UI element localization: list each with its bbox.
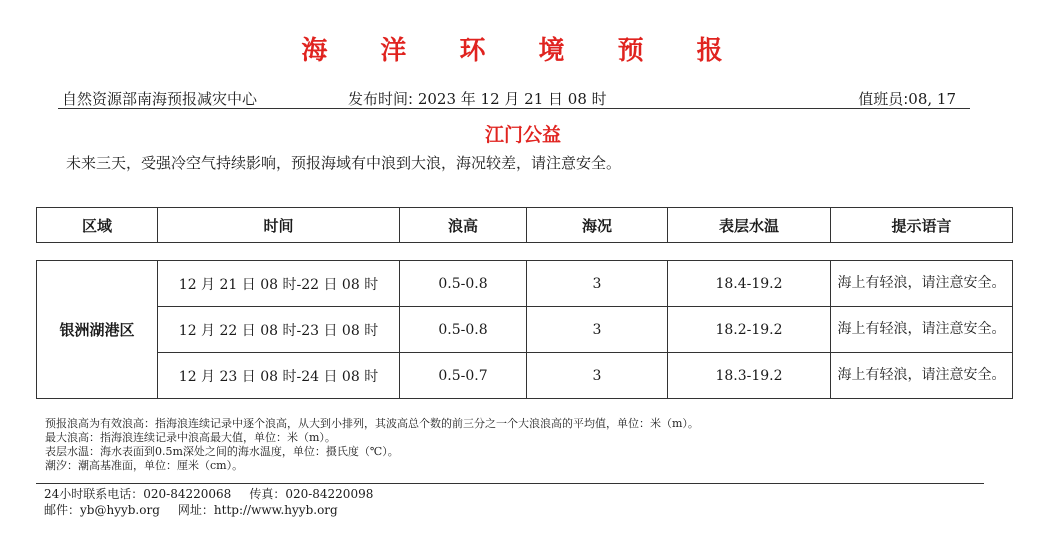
water-temp-cell: 18.3-19.2 xyxy=(668,353,831,399)
header-cell-wave: 浪高 xyxy=(400,208,527,243)
publish-time-value: 2023 年 12 月 21 日 08 时 xyxy=(417,90,607,108)
note-tide: 潮汐：潮高基准面，单位：厘米（cm）。 xyxy=(45,459,244,472)
duty-officer xyxy=(858,88,956,109)
tip-cell: 海上有轻浪，请注意安全。 xyxy=(831,353,1013,399)
table-row xyxy=(37,307,1013,353)
header-cell-time: 时间 xyxy=(158,208,400,243)
sea-state-cell: 3 xyxy=(527,307,668,353)
contact-email[interactable]: 邮件：yb@hyyb.org xyxy=(44,503,160,517)
contact-fax: 传真：020-84220098 xyxy=(249,487,374,501)
time-cell: 12 月 21 日 08 时-22 日 08 时 xyxy=(158,261,400,307)
contact-phone: 24小时联系电话：020-84220068 xyxy=(44,487,232,501)
water-temp-cell: 18.4-19.2 xyxy=(668,261,831,307)
time-cell: 12 月 22 日 08 时-23 日 08 时 xyxy=(158,307,400,353)
header-cell-tip: 提示语言 xyxy=(831,208,1013,243)
forecast-table xyxy=(36,260,1013,399)
tip-cell: 海上有轻浪，请注意安全。 xyxy=(831,307,1013,353)
wave-cell: 0.5-0.7 xyxy=(400,353,527,399)
wave-cell: 0.5-0.8 xyxy=(400,307,527,353)
contact-footer xyxy=(36,483,984,518)
forecast-summary: 未来三天，受强冷空气持续影响，预报海域有中浪到大浪，海况较差，请注意安全。 xyxy=(66,154,622,172)
sea-state-cell: 3 xyxy=(527,353,668,399)
publish-time xyxy=(348,88,607,109)
wave-cell: 0.5-0.8 xyxy=(400,261,527,307)
forecast-table-header xyxy=(36,207,1013,243)
table-row xyxy=(37,261,1013,307)
note-max-wave: 最大浪高：指海浪连续记录中浪高最大值，单位：米（m）。 xyxy=(45,431,336,444)
contact-website[interactable]: 网址：http://www.hyyb.org xyxy=(177,503,338,517)
header-cell-area: 区域 xyxy=(37,208,158,243)
tip-cell: 海上有轻浪，请注意安全。 xyxy=(831,261,1013,307)
time-cell: 12 月 23 日 08 时-24 日 08 时 xyxy=(158,353,400,399)
organization-name: 自然资源部南海预报减灾中心 xyxy=(62,90,258,108)
sea-state-cell: 3 xyxy=(527,261,668,307)
header-cell-sea-state: 海况 xyxy=(527,208,668,243)
publish-time-label: 发布时间: xyxy=(348,90,414,108)
header-cell-water-temp: 表层水温 xyxy=(668,208,831,243)
table-row xyxy=(37,353,1013,399)
duty-officer-value: 08, 17 xyxy=(908,90,956,108)
duty-officer-label: 值班员: xyxy=(858,90,909,108)
water-temp-cell: 18.2-19.2 xyxy=(668,307,831,353)
info-bar xyxy=(58,86,970,109)
note-wave-height: 预报浪高为有效浪高：指海浪连续记录中逐个浪高，从大到小排列，其波高总个数的前三分之一个大浪浪高的平均值，单位：米（m）。 xyxy=(45,417,699,430)
note-water-temp: 表层水温：海水表面到0.5m深处之间的海水温度，单位：摄氏度（℃）。 xyxy=(45,445,399,458)
region-title: 江门公益 xyxy=(484,124,561,146)
area-cell: 银洲湖港区 xyxy=(37,261,158,399)
definitions-notes xyxy=(45,417,699,473)
page-title: 海 洋 环 境 预 报 xyxy=(301,36,745,66)
